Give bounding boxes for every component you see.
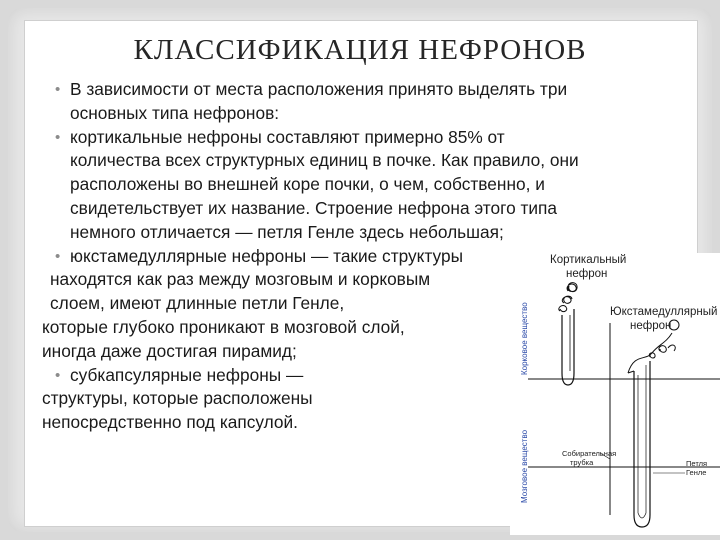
cortical-nephron-label: Кортикальный нефрон [550, 254, 627, 280]
henle-loop-label: Петля Генле [686, 459, 708, 477]
nephron-drawing [510, 253, 720, 535]
bullet-item-cortical [50, 126, 680, 245]
text-line: кортикальные нефроны составляют примерно 85% от [70, 126, 505, 147]
text-line: В зависимости от места расположения принято выделять три [70, 79, 568, 99]
cortical-glomerulus [559, 283, 577, 312]
collecting-duct-label: Собирательная трубка [562, 449, 617, 467]
bullet-item-intro [50, 78, 680, 126]
cortex-side-label: Корковое вещество [520, 302, 529, 375]
bullet-continuation [42, 268, 502, 363]
cortical-henle-loop [562, 309, 574, 385]
bullet-dot: • [55, 247, 61, 265]
bullet-dot: • [55, 128, 61, 146]
text-line: расположены во внешней коре почки, о чем, собственно, и [70, 174, 545, 195]
nephron-diagram [510, 253, 720, 535]
bullet-item-subcapsular [42, 364, 530, 388]
text-line: непосредственно под капсулой. [42, 412, 298, 433]
text-line: свидетельствует их название. Строение нефрона этого типа [70, 197, 558, 218]
bullet-item-juxtamedullary [50, 245, 530, 269]
text-line: основных типа нефронов: [70, 102, 280, 123]
text-line: количества всех структурных единиц в почке. Как правило, они [70, 150, 579, 171]
text-line: юкстамедуллярные нефроны — такие структуры [70, 245, 464, 266]
text-line: немного отличается — петля Генле здесь небольшая; [70, 221, 504, 242]
juxta-henle-loop [634, 361, 650, 527]
bullet-continuation [42, 387, 502, 435]
text-line: иногда даже достигая пирамид; [42, 340, 297, 361]
bullet-dot: • [55, 81, 61, 98]
text-line: структуры, которые расположены [42, 388, 313, 409]
text-line: находятся как раз между мозговым и корковым [50, 269, 431, 290]
text-line: субкапсулярные нефроны — [70, 364, 304, 385]
bullet-dot: • [55, 366, 61, 384]
text-line: слоем, имеют длинные петли Генле, [50, 293, 345, 314]
text-line: которые глубоко проникают в мозговой слой, [42, 316, 405, 337]
juxta-nephron-label: Юкстамедуллярный нефрон [610, 306, 718, 332]
slide-title: КЛАССИФИКАЦИЯ НЕФРОНОВ [133, 34, 587, 66]
medulla-side-label: Мозговое вещество [520, 429, 529, 503]
